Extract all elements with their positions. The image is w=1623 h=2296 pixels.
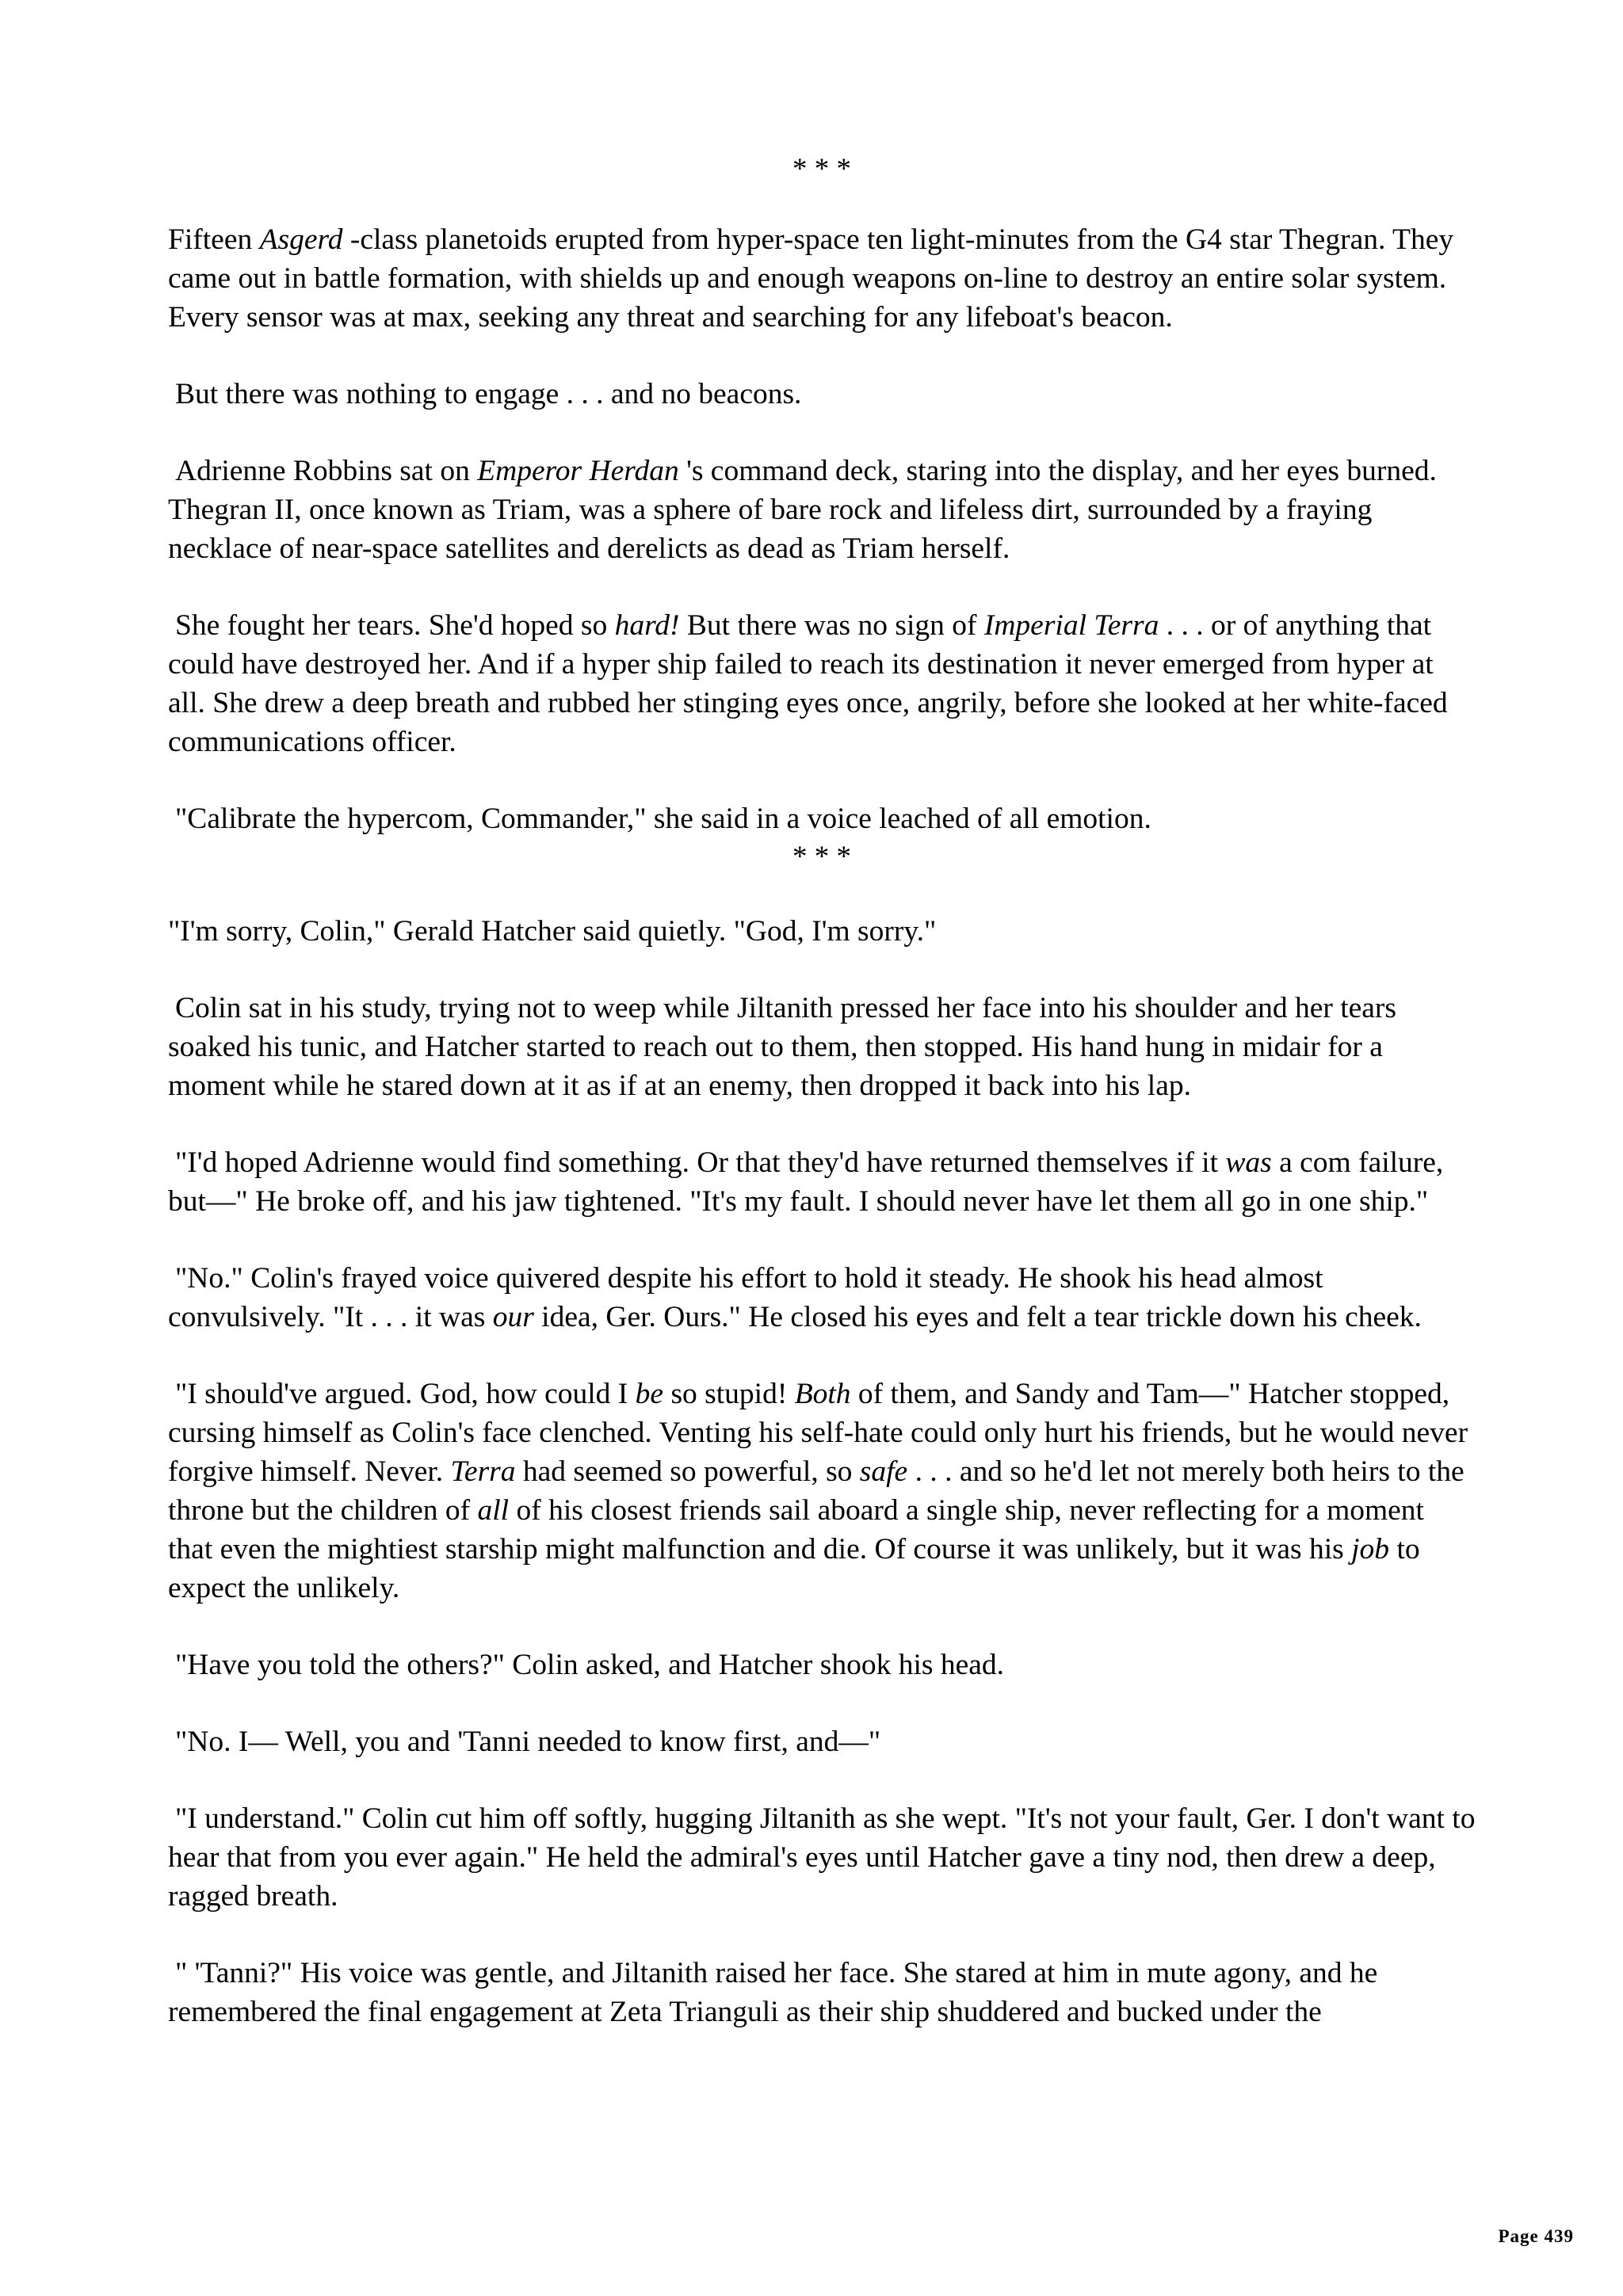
paragraph — [168, 606, 1476, 761]
text-run: . . . and so he'd let not merely both heirs to the throne but the children of — [168, 1455, 1465, 1527]
italic-run: Both — [794, 1378, 851, 1410]
italic-run: was — [1225, 1146, 1272, 1179]
page-number: Page 439 — [1498, 2226, 1574, 2246]
text-run: "I'd hoped Adrienne would find something. Or that they'd have returned themselves if it — [175, 1146, 1226, 1179]
italic-run: Terra — [450, 1455, 516, 1488]
text-run: She fought her tears. She'd hoped so — [175, 609, 615, 642]
text-run: 's command deck, staring into the display, and her eyes burned. Thegran II, once known as Triam, was a sphere of bare rock and lifeless dirt, surrounded by a fraying necklace of near-space satellites and derelicts as dead as Triam herself. — [168, 455, 1437, 565]
text-run: . . . or of anything that could have destroyed her. And if a hyper ship failed to reach its destination it never emerged from hyper at all. She drew a deep breath and rubbed her stinging eyes once, angrily, before she looked at her white-faced communications officer. — [168, 609, 1448, 758]
page-body — [168, 151, 1476, 2069]
text-run: a com failure, but—" He broke off, and his jaw tightened. "It's my fault. I should never have let them all go in one ship." — [168, 1146, 1444, 1218]
text-run: "No." Colin's frayed voice quivered despite his effort to hold it steady. He shook his head almost convulsively. "It . . . it was — [168, 1262, 1323, 1333]
text-run: Adrienne Robbins sat on — [175, 455, 478, 487]
text-run: -class planetoids erupted from hyper-space ten light-minutes from the G4 star Thegran. They came out in battle formation, with shields up and enough weapons on-line to destroy an entire solar system. Every sensor was at max, seeking any threat and searching for any lifeboat's beacon. — [168, 223, 1454, 334]
paragraph — [168, 912, 1476, 951]
text-run: "I should've argued. God, how could I — [175, 1378, 636, 1410]
scene-separator: * * * — [792, 841, 851, 873]
text-run: "I'm sorry, Colin," Gerald Hatcher said quietly. "God, I'm sorry." — [168, 915, 937, 948]
paragraph — [168, 220, 1476, 337]
paragraph — [168, 452, 1476, 568]
italic-run: safe — [859, 1455, 908, 1488]
paragraph — [168, 799, 1476, 838]
italic-run: be — [635, 1378, 664, 1410]
paragraph — [168, 1143, 1476, 1221]
text-run: But there was no sign of — [679, 609, 984, 642]
text-run: of them, and Sandy and Tam—" Hatcher stopped, cursing himself as Colin's face clenched. Venting his self-hate could only hurt his friends, but he would never forgive himself. Never. — [168, 1378, 1468, 1488]
italic-run: hard! — [614, 609, 680, 642]
text-run: Fifteen — [168, 223, 260, 256]
paragraph — [168, 1375, 1476, 1608]
paragraph — [168, 989, 1476, 1105]
italic-run: job — [1351, 1533, 1390, 1566]
italic-run: Emperor Herdan — [477, 455, 679, 487]
text-flow — [168, 220, 1476, 2031]
text-run: " 'Tanni?" His voice was gentle, and Jiltanith raised her face. She stared at him in mute agony, and he remembered the final engagement at Zeta Trianguli as their ship shuddered and bucked under the — [168, 1957, 1378, 2028]
paragraph — [168, 375, 1476, 414]
italic-run: Imperial Terra — [983, 609, 1159, 642]
text-run: idea, Ger. Ours." He closed his eyes and felt a tear trickle down his cheek. — [533, 1301, 1422, 1333]
text-run: But there was nothing to engage . . . and no beacons. — [175, 378, 802, 410]
text-run: "Have you told the others?" Colin asked, and Hatcher shook his head. — [175, 1649, 1004, 1681]
paragraph — [168, 1722, 1476, 1761]
text-run: Colin sat in his study, trying not to weep while Jiltanith pressed her face into his shoulder and her tears soaked his tunic, and Hatcher started to reach out to them, then stopped. His hand hung in midair for a moment while he stared down at it as if at an enemy, then dropped it back into his lap. — [168, 992, 1397, 1102]
text-run: of his closest friends sail aboard a single ship, never reflecting for a moment that even the mightiest starship might malfunction and die. Of course it was unlikely, but it was his — [168, 1494, 1424, 1566]
text-run: "Calibrate the hypercom, Commander," she said in a voice leached of all emotion. — [175, 803, 1151, 835]
italic-run: all — [477, 1494, 510, 1527]
italic-run: Asgerd — [259, 223, 343, 256]
italic-run: our — [492, 1301, 534, 1333]
paragraph — [168, 1799, 1476, 1916]
paragraph — [168, 1259, 1476, 1337]
text-run: to expect the unlikely. — [168, 1533, 1420, 1604]
text-run: had seemed so powerful, so — [515, 1455, 860, 1488]
text-run: "I understand." Colin cut him off softly, hugging Jiltanith as she wept. "It's not your fault, Ger. I don't want to hear that from you ever again." He held the admiral's eyes until Hatcher gave a tiny nod, then drew a deep, ragged breath. — [168, 1802, 1476, 1913]
scene-separator: * * * — [792, 153, 851, 185]
text-run: so stupid! — [663, 1378, 795, 1410]
text-run: "No. I— Well, you and 'Tanni needed to know first, and—" — [175, 1726, 881, 1758]
paragraph — [168, 1646, 1476, 1684]
paragraph — [168, 1954, 1476, 2031]
